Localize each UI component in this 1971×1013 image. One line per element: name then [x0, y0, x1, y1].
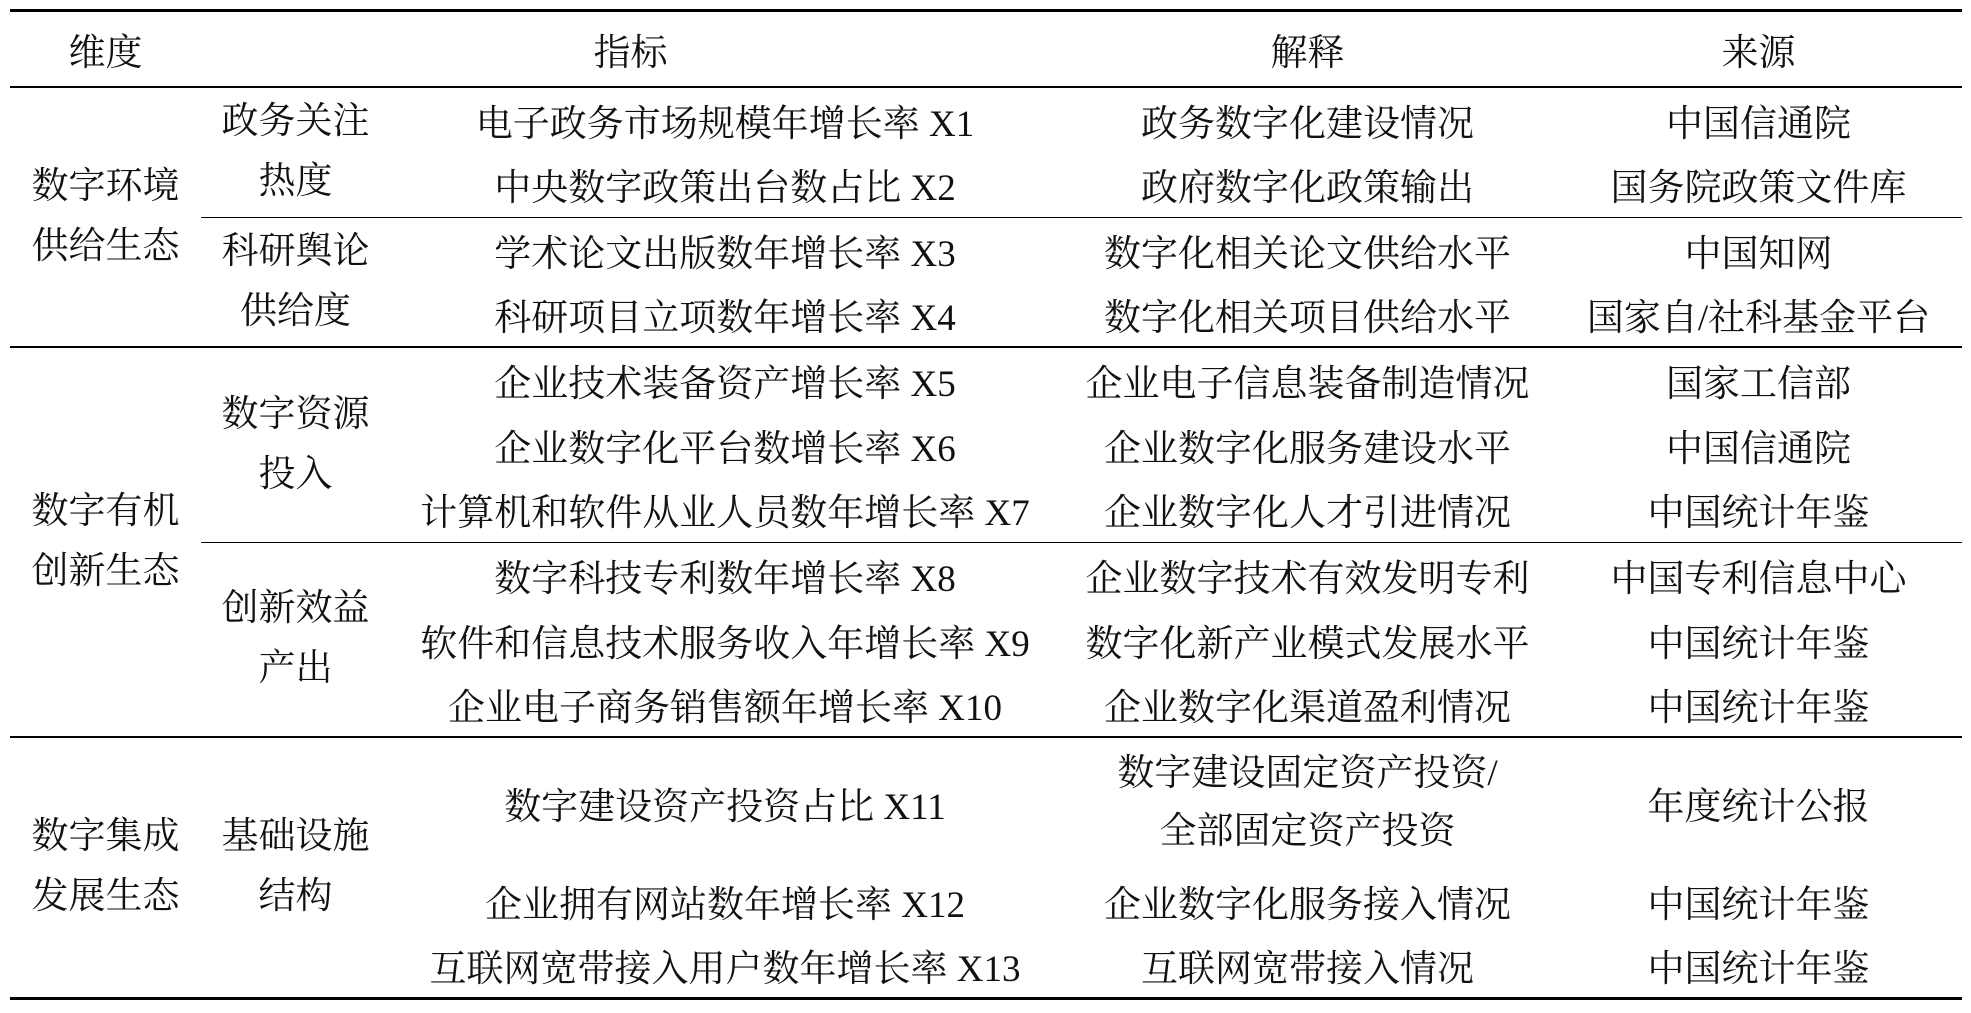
subdimension-line: 科研舆论 — [221, 230, 370, 272]
indicator-cell: 软件和信息技术服务收入年增长率 X9 — [420, 623, 1030, 665]
indicator-cell: 电子政务市场规模年增长率 X1 — [475, 104, 975, 145]
table-row — [10, 542, 1962, 607]
explanation-cell: 数字化新产业模式发展水平 — [1085, 623, 1530, 665]
indicator-cell: 数字科技专利数年增长率 X8 — [390, 542, 1060, 607]
source-cell: 中国统计年鉴 — [1647, 884, 1870, 926]
indicator-cell: 企业拥有网站数年增长率 X12 — [485, 884, 965, 926]
subdimension-line: 供给度 — [240, 290, 351, 332]
subdimension-cell — [201, 217, 390, 347]
explanation-cell — [1060, 737, 1555, 868]
table-body — [10, 87, 1962, 998]
indicator-table — [10, 9, 1962, 1000]
indicator-cell: 互联网宽带接入用户数年增长率 X13 — [429, 948, 1021, 990]
explanation-cell: 互联网宽带接入情况 — [1141, 948, 1474, 990]
header-source: 来源 — [1555, 11, 1962, 88]
indicator-cell: 企业电子商务销售额年增长率 X10 — [448, 688, 1002, 729]
subdimension-line: 结构 — [258, 876, 333, 918]
dimension-line: 发展生态 — [31, 876, 180, 918]
dimension-line: 数字有机 — [31, 491, 180, 532]
source-cell: 中国统计年鉴 — [1647, 623, 1870, 665]
source-cell: 中国统计年鉴 — [1647, 493, 1870, 535]
source-cell: 中国知网 — [1555, 217, 1962, 282]
subdimension-line: 热度 — [258, 161, 333, 203]
explanation-cell: 企业数字化人才引进情况 — [1104, 493, 1511, 535]
header-indicator: 指标 — [201, 11, 1060, 88]
explanation-line: 数字建设固定资产投资/ — [1117, 753, 1498, 794]
dimension-line: 数字环境 — [31, 166, 180, 207]
table-row — [10, 347, 1962, 412]
table-row — [10, 217, 1962, 282]
source-cell: 国家工信部 — [1555, 347, 1962, 412]
table-row — [10, 87, 1962, 152]
indicator-cell: 数字建设资产投资占比 X11 — [390, 737, 1060, 868]
table-wrapper — [10, 9, 1962, 1000]
indicator-cell: 中央数字政策出台数占比 X2 — [494, 168, 956, 210]
explanation-cell: 企业数字化渠道盈利情况 — [1104, 688, 1511, 729]
subdimension-cell — [201, 87, 390, 217]
header-row — [10, 11, 1962, 88]
dimension-cell — [10, 347, 201, 737]
source-cell: 中国信通院 — [1666, 104, 1851, 145]
explanation-line: 全部固定资产投资 — [1159, 811, 1456, 852]
subdimension-cell — [201, 542, 390, 737]
explanation-cell: 企业数字化服务建设水平 — [1104, 428, 1511, 470]
explanation-cell: 政务数字化建设情况 — [1141, 104, 1474, 145]
subdimension-cell — [201, 347, 390, 542]
source-cell: 中国专利信息中心 — [1555, 542, 1962, 607]
explanation-cell: 企业数字化服务接入情况 — [1104, 884, 1511, 926]
subdimension-cell — [201, 737, 390, 998]
source-cell: 年度统计公报 — [1555, 737, 1962, 868]
dimension-line: 数字集成 — [31, 816, 180, 858]
source-cell: 国务院政策文件库 — [1610, 168, 1907, 210]
source-cell: 中国统计年鉴 — [1647, 688, 1870, 729]
subdimension-line: 产出 — [258, 648, 333, 690]
subdimension-line: 创新效益 — [221, 588, 370, 630]
indicator-cell: 企业技术装备资产增长率 X5 — [390, 347, 1060, 412]
explanation-cell: 数字化相关论文供给水平 — [1060, 217, 1555, 282]
table-header — [10, 11, 1962, 88]
indicator-cell: 计算机和软件从业人员数年增长率 X7 — [420, 493, 1030, 535]
indicator-cell: 企业数字化平台数增长率 X6 — [494, 428, 956, 470]
subdimension-line: 投入 — [258, 453, 333, 495]
table-row — [10, 737, 1962, 868]
explanation-cell: 数字化相关项目供给水平 — [1104, 298, 1511, 339]
dimension-line: 供给生态 — [31, 226, 180, 267]
dimension-line: 创新生态 — [31, 551, 180, 592]
explanation-cell: 企业电子信息装备制造情况 — [1060, 347, 1555, 412]
explanation-cell: 企业数字技术有效发明专利 — [1060, 542, 1555, 607]
header-explanation: 解释 — [1060, 11, 1555, 88]
explanation-cell: 政府数字化政策输出 — [1141, 168, 1474, 210]
indicator-cell: 科研项目立项数年增长率 X4 — [494, 298, 956, 339]
header-dimension: 维度 — [10, 11, 201, 88]
subdimension-line: 数字资源 — [221, 393, 370, 435]
source-cell: 国家自/社科基金平台 — [1586, 298, 1931, 339]
source-cell: 中国信通院 — [1666, 428, 1851, 470]
dimension-cell — [10, 737, 201, 998]
subdimension-line: 基础设施 — [221, 816, 370, 858]
indicator-cell: 学术论文出版数年增长率 X3 — [390, 217, 1060, 282]
dimension-cell — [10, 87, 201, 347]
subdimension-line: 政务关注 — [221, 101, 370, 143]
source-cell: 中国统计年鉴 — [1647, 948, 1870, 990]
